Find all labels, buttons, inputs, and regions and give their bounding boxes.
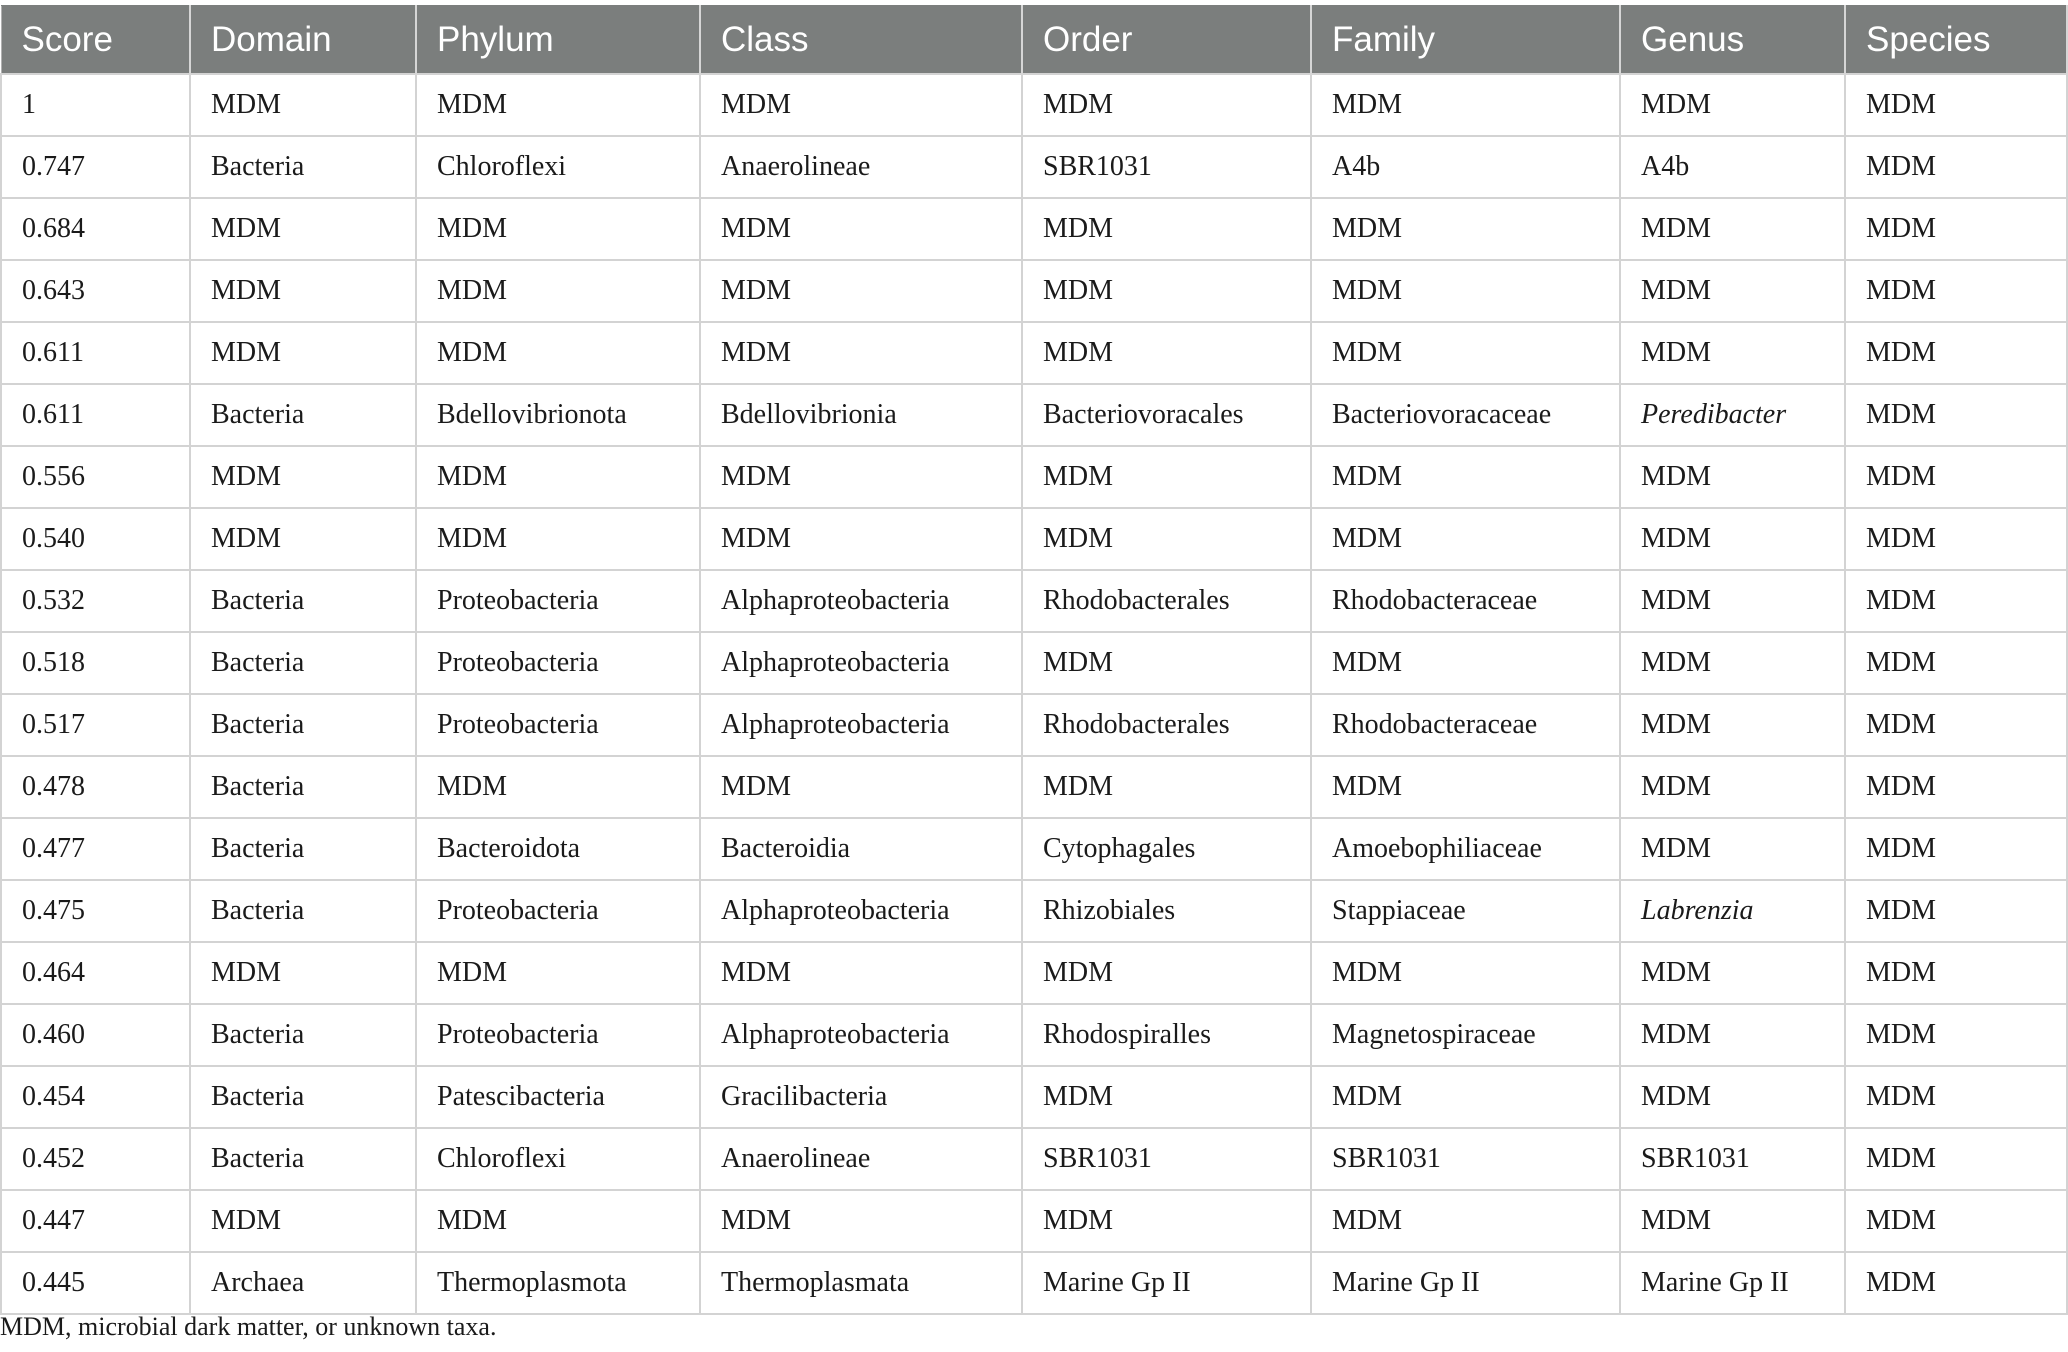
cell-score: 0.454	[1, 1066, 190, 1128]
column-header-family: Family	[1311, 6, 1620, 75]
cell-phylum: MDM	[416, 756, 700, 818]
column-header-species: Species	[1845, 6, 2067, 75]
cell-genus: MDM	[1620, 942, 1845, 1004]
cell-phylum: MDM	[416, 508, 700, 570]
cell-genus: MDM	[1620, 570, 1845, 632]
cell-family: MDM	[1311, 1066, 1620, 1128]
table-row	[1, 322, 2067, 384]
cell-phylum: Bdellovibrionota	[416, 384, 700, 446]
cell-genus: MDM	[1620, 446, 1845, 508]
cell-family: MDM	[1311, 508, 1620, 570]
cell-class: Alphaproteobacteria	[700, 632, 1022, 694]
cell-phylum: Proteobacteria	[416, 632, 700, 694]
cell-score: 0.445	[1, 1252, 190, 1314]
cell-phylum: MDM	[416, 74, 700, 136]
cell-family: MDM	[1311, 942, 1620, 1004]
cell-score: 0.540	[1, 508, 190, 570]
cell-class: MDM	[700, 260, 1022, 322]
table-row	[1, 260, 2067, 322]
cell-score: 0.747	[1, 136, 190, 198]
cell-class: MDM	[700, 446, 1022, 508]
table-row	[1, 880, 2067, 942]
cell-score: 0.475	[1, 880, 190, 942]
table-row	[1, 446, 2067, 508]
cell-phylum: MDM	[416, 942, 700, 1004]
cell-order: MDM	[1022, 756, 1311, 818]
cell-genus: MDM	[1620, 508, 1845, 570]
cell-family: Marine Gp II	[1311, 1252, 1620, 1314]
cell-score: 0.464	[1, 942, 190, 1004]
table-row	[1, 570, 2067, 632]
cell-family: A4b	[1311, 136, 1620, 198]
taxonomy-table	[0, 5, 2068, 1315]
cell-genus: MDM	[1620, 322, 1845, 384]
cell-family: MDM	[1311, 260, 1620, 322]
cell-order: Cytophagales	[1022, 818, 1311, 880]
cell-domain: Bacteria	[190, 136, 416, 198]
cell-order: Rhodobacterales	[1022, 694, 1311, 756]
cell-genus: MDM	[1620, 756, 1845, 818]
cell-species: MDM	[1845, 136, 2067, 198]
cell-class: MDM	[700, 1190, 1022, 1252]
cell-phylum: Proteobacteria	[416, 1004, 700, 1066]
cell-family: MDM	[1311, 198, 1620, 260]
cell-species: MDM	[1845, 818, 2067, 880]
cell-class: Alphaproteobacteria	[700, 570, 1022, 632]
cell-genus: Labrenzia	[1620, 880, 1845, 942]
table-row	[1, 74, 2067, 136]
cell-order: SBR1031	[1022, 1128, 1311, 1190]
cell-domain: Bacteria	[190, 632, 416, 694]
cell-domain: MDM	[190, 198, 416, 260]
cell-order: MDM	[1022, 260, 1311, 322]
cell-genus: MDM	[1620, 74, 1845, 136]
cell-domain: Bacteria	[190, 818, 416, 880]
table-row	[1, 1252, 2067, 1314]
cell-score: 0.611	[1, 384, 190, 446]
cell-family: MDM	[1311, 1190, 1620, 1252]
cell-class: Thermoplasmata	[700, 1252, 1022, 1314]
cell-species: MDM	[1845, 1004, 2067, 1066]
cell-domain: Bacteria	[190, 756, 416, 818]
cell-domain: Bacteria	[190, 1128, 416, 1190]
table-row	[1, 818, 2067, 880]
cell-score: 0.460	[1, 1004, 190, 1066]
cell-phylum: Patescibacteria	[416, 1066, 700, 1128]
cell-species: MDM	[1845, 942, 2067, 1004]
cell-phylum: Thermoplasmota	[416, 1252, 700, 1314]
cell-order: MDM	[1022, 1066, 1311, 1128]
cell-genus: MDM	[1620, 818, 1845, 880]
cell-order: SBR1031	[1022, 136, 1311, 198]
cell-class: Bdellovibrionia	[700, 384, 1022, 446]
cell-genus: MDM	[1620, 1004, 1845, 1066]
cell-family: MDM	[1311, 756, 1620, 818]
cell-score: 0.447	[1, 1190, 190, 1252]
cell-domain: MDM	[190, 260, 416, 322]
cell-phylum: MDM	[416, 198, 700, 260]
cell-order: MDM	[1022, 446, 1311, 508]
cell-class: Gracilibacteria	[700, 1066, 1022, 1128]
cell-class: MDM	[700, 942, 1022, 1004]
cell-phylum: Proteobacteria	[416, 694, 700, 756]
cell-score: 0.556	[1, 446, 190, 508]
cell-species: MDM	[1845, 74, 2067, 136]
table-row	[1, 942, 2067, 1004]
cell-genus: MDM	[1620, 1066, 1845, 1128]
cell-species: MDM	[1845, 1252, 2067, 1314]
cell-score: 0.684	[1, 198, 190, 260]
cell-domain: MDM	[190, 322, 416, 384]
cell-family: MDM	[1311, 632, 1620, 694]
cell-genus: MDM	[1620, 632, 1845, 694]
cell-class: Alphaproteobacteria	[700, 1004, 1022, 1066]
cell-domain: MDM	[190, 1190, 416, 1252]
cell-family: Rhodobacteraceae	[1311, 570, 1620, 632]
cell-class: Bacteroidia	[700, 818, 1022, 880]
cell-order: MDM	[1022, 74, 1311, 136]
cell-phylum: MDM	[416, 260, 700, 322]
cell-phylum: Chloroflexi	[416, 136, 700, 198]
cell-score: 0.532	[1, 570, 190, 632]
cell-family: Bacteriovoracaceae	[1311, 384, 1620, 446]
cell-phylum: MDM	[416, 322, 700, 384]
cell-genus: MDM	[1620, 260, 1845, 322]
cell-score: 1	[1, 74, 190, 136]
cell-family: Amoebophiliaceae	[1311, 818, 1620, 880]
table-row	[1, 1066, 2067, 1128]
cell-class: MDM	[700, 508, 1022, 570]
cell-phylum: Bacteroidota	[416, 818, 700, 880]
cell-class: MDM	[700, 74, 1022, 136]
cell-domain: Bacteria	[190, 1004, 416, 1066]
cell-domain: Bacteria	[190, 384, 416, 446]
cell-species: MDM	[1845, 446, 2067, 508]
cell-class: MDM	[700, 198, 1022, 260]
table-body	[1, 74, 2067, 1314]
cell-species: MDM	[1845, 1066, 2067, 1128]
cell-family: Stappiaceae	[1311, 880, 1620, 942]
cell-domain: Bacteria	[190, 694, 416, 756]
cell-family: SBR1031	[1311, 1128, 1620, 1190]
cell-phylum: MDM	[416, 446, 700, 508]
cell-score: 0.518	[1, 632, 190, 694]
cell-genus: Peredibacter	[1620, 384, 1845, 446]
cell-genus: MDM	[1620, 694, 1845, 756]
cell-family: Rhodobacteraceae	[1311, 694, 1620, 756]
cell-genus: Marine Gp II	[1620, 1252, 1845, 1314]
cell-species: MDM	[1845, 694, 2067, 756]
cell-class: Anaerolineae	[700, 136, 1022, 198]
cell-score: 0.643	[1, 260, 190, 322]
cell-phylum: Proteobacteria	[416, 570, 700, 632]
cell-domain: Bacteria	[190, 880, 416, 942]
cell-order: Rhodobacterales	[1022, 570, 1311, 632]
header-row	[1, 6, 2067, 75]
cell-order: Bacteriovoracales	[1022, 384, 1311, 446]
column-header-score: Score	[1, 6, 190, 75]
cell-class: Alphaproteobacteria	[700, 694, 1022, 756]
cell-class: MDM	[700, 322, 1022, 384]
cell-family: MDM	[1311, 74, 1620, 136]
cell-family: Magnetospiraceae	[1311, 1004, 1620, 1066]
cell-order: MDM	[1022, 632, 1311, 694]
cell-score: 0.452	[1, 1128, 190, 1190]
cell-species: MDM	[1845, 322, 2067, 384]
cell-phylum: Proteobacteria	[416, 880, 700, 942]
cell-species: MDM	[1845, 1128, 2067, 1190]
table-row	[1, 1128, 2067, 1190]
cell-class: MDM	[700, 756, 1022, 818]
column-header-genus: Genus	[1620, 6, 1845, 75]
table-row	[1, 1004, 2067, 1066]
cell-order: MDM	[1022, 322, 1311, 384]
cell-domain: MDM	[190, 74, 416, 136]
cell-order: Marine Gp II	[1022, 1252, 1311, 1314]
table-row	[1, 694, 2067, 756]
cell-score: 0.477	[1, 818, 190, 880]
cell-species: MDM	[1845, 756, 2067, 818]
cell-order: MDM	[1022, 1190, 1311, 1252]
cell-phylum: MDM	[416, 1190, 700, 1252]
table-header	[1, 6, 2067, 75]
table-row	[1, 136, 2067, 198]
cell-species: MDM	[1845, 570, 2067, 632]
cell-species: MDM	[1845, 384, 2067, 446]
table-row	[1, 384, 2067, 446]
cell-class: Anaerolineae	[700, 1128, 1022, 1190]
cell-genus: MDM	[1620, 198, 1845, 260]
cell-order: MDM	[1022, 508, 1311, 570]
cell-species: MDM	[1845, 1190, 2067, 1252]
cell-class: Alphaproteobacteria	[700, 880, 1022, 942]
cell-phylum: Chloroflexi	[416, 1128, 700, 1190]
cell-species: MDM	[1845, 260, 2067, 322]
taxonomy-table-container	[0, 5, 2066, 1315]
cell-genus: A4b	[1620, 136, 1845, 198]
cell-species: MDM	[1845, 632, 2067, 694]
cell-family: MDM	[1311, 322, 1620, 384]
cell-domain: Archaea	[190, 1252, 416, 1314]
cell-order: MDM	[1022, 942, 1311, 1004]
cell-score: 0.517	[1, 694, 190, 756]
table-row	[1, 1190, 2067, 1252]
table-footnote: MDM, microbial dark matter, or unknown taxa.	[0, 1312, 497, 1341]
cell-order: MDM	[1022, 198, 1311, 260]
cell-domain: MDM	[190, 446, 416, 508]
table-row	[1, 198, 2067, 260]
cell-domain: MDM	[190, 942, 416, 1004]
cell-order: Rhizobiales	[1022, 880, 1311, 942]
cell-species: MDM	[1845, 198, 2067, 260]
table-row	[1, 756, 2067, 818]
cell-domain: MDM	[190, 508, 416, 570]
cell-score: 0.478	[1, 756, 190, 818]
table-row	[1, 508, 2067, 570]
cell-order: Rhodospiralles	[1022, 1004, 1311, 1066]
column-header-order: Order	[1022, 6, 1311, 75]
column-header-class: Class	[700, 6, 1022, 75]
cell-species: MDM	[1845, 508, 2067, 570]
cell-score: 0.611	[1, 322, 190, 384]
column-header-phylum: Phylum	[416, 6, 700, 75]
table-row	[1, 632, 2067, 694]
cell-family: MDM	[1311, 446, 1620, 508]
cell-domain: Bacteria	[190, 1066, 416, 1128]
cell-domain: Bacteria	[190, 570, 416, 632]
cell-species: MDM	[1845, 880, 2067, 942]
cell-genus: SBR1031	[1620, 1128, 1845, 1190]
column-header-domain: Domain	[190, 6, 416, 75]
cell-genus: MDM	[1620, 1190, 1845, 1252]
